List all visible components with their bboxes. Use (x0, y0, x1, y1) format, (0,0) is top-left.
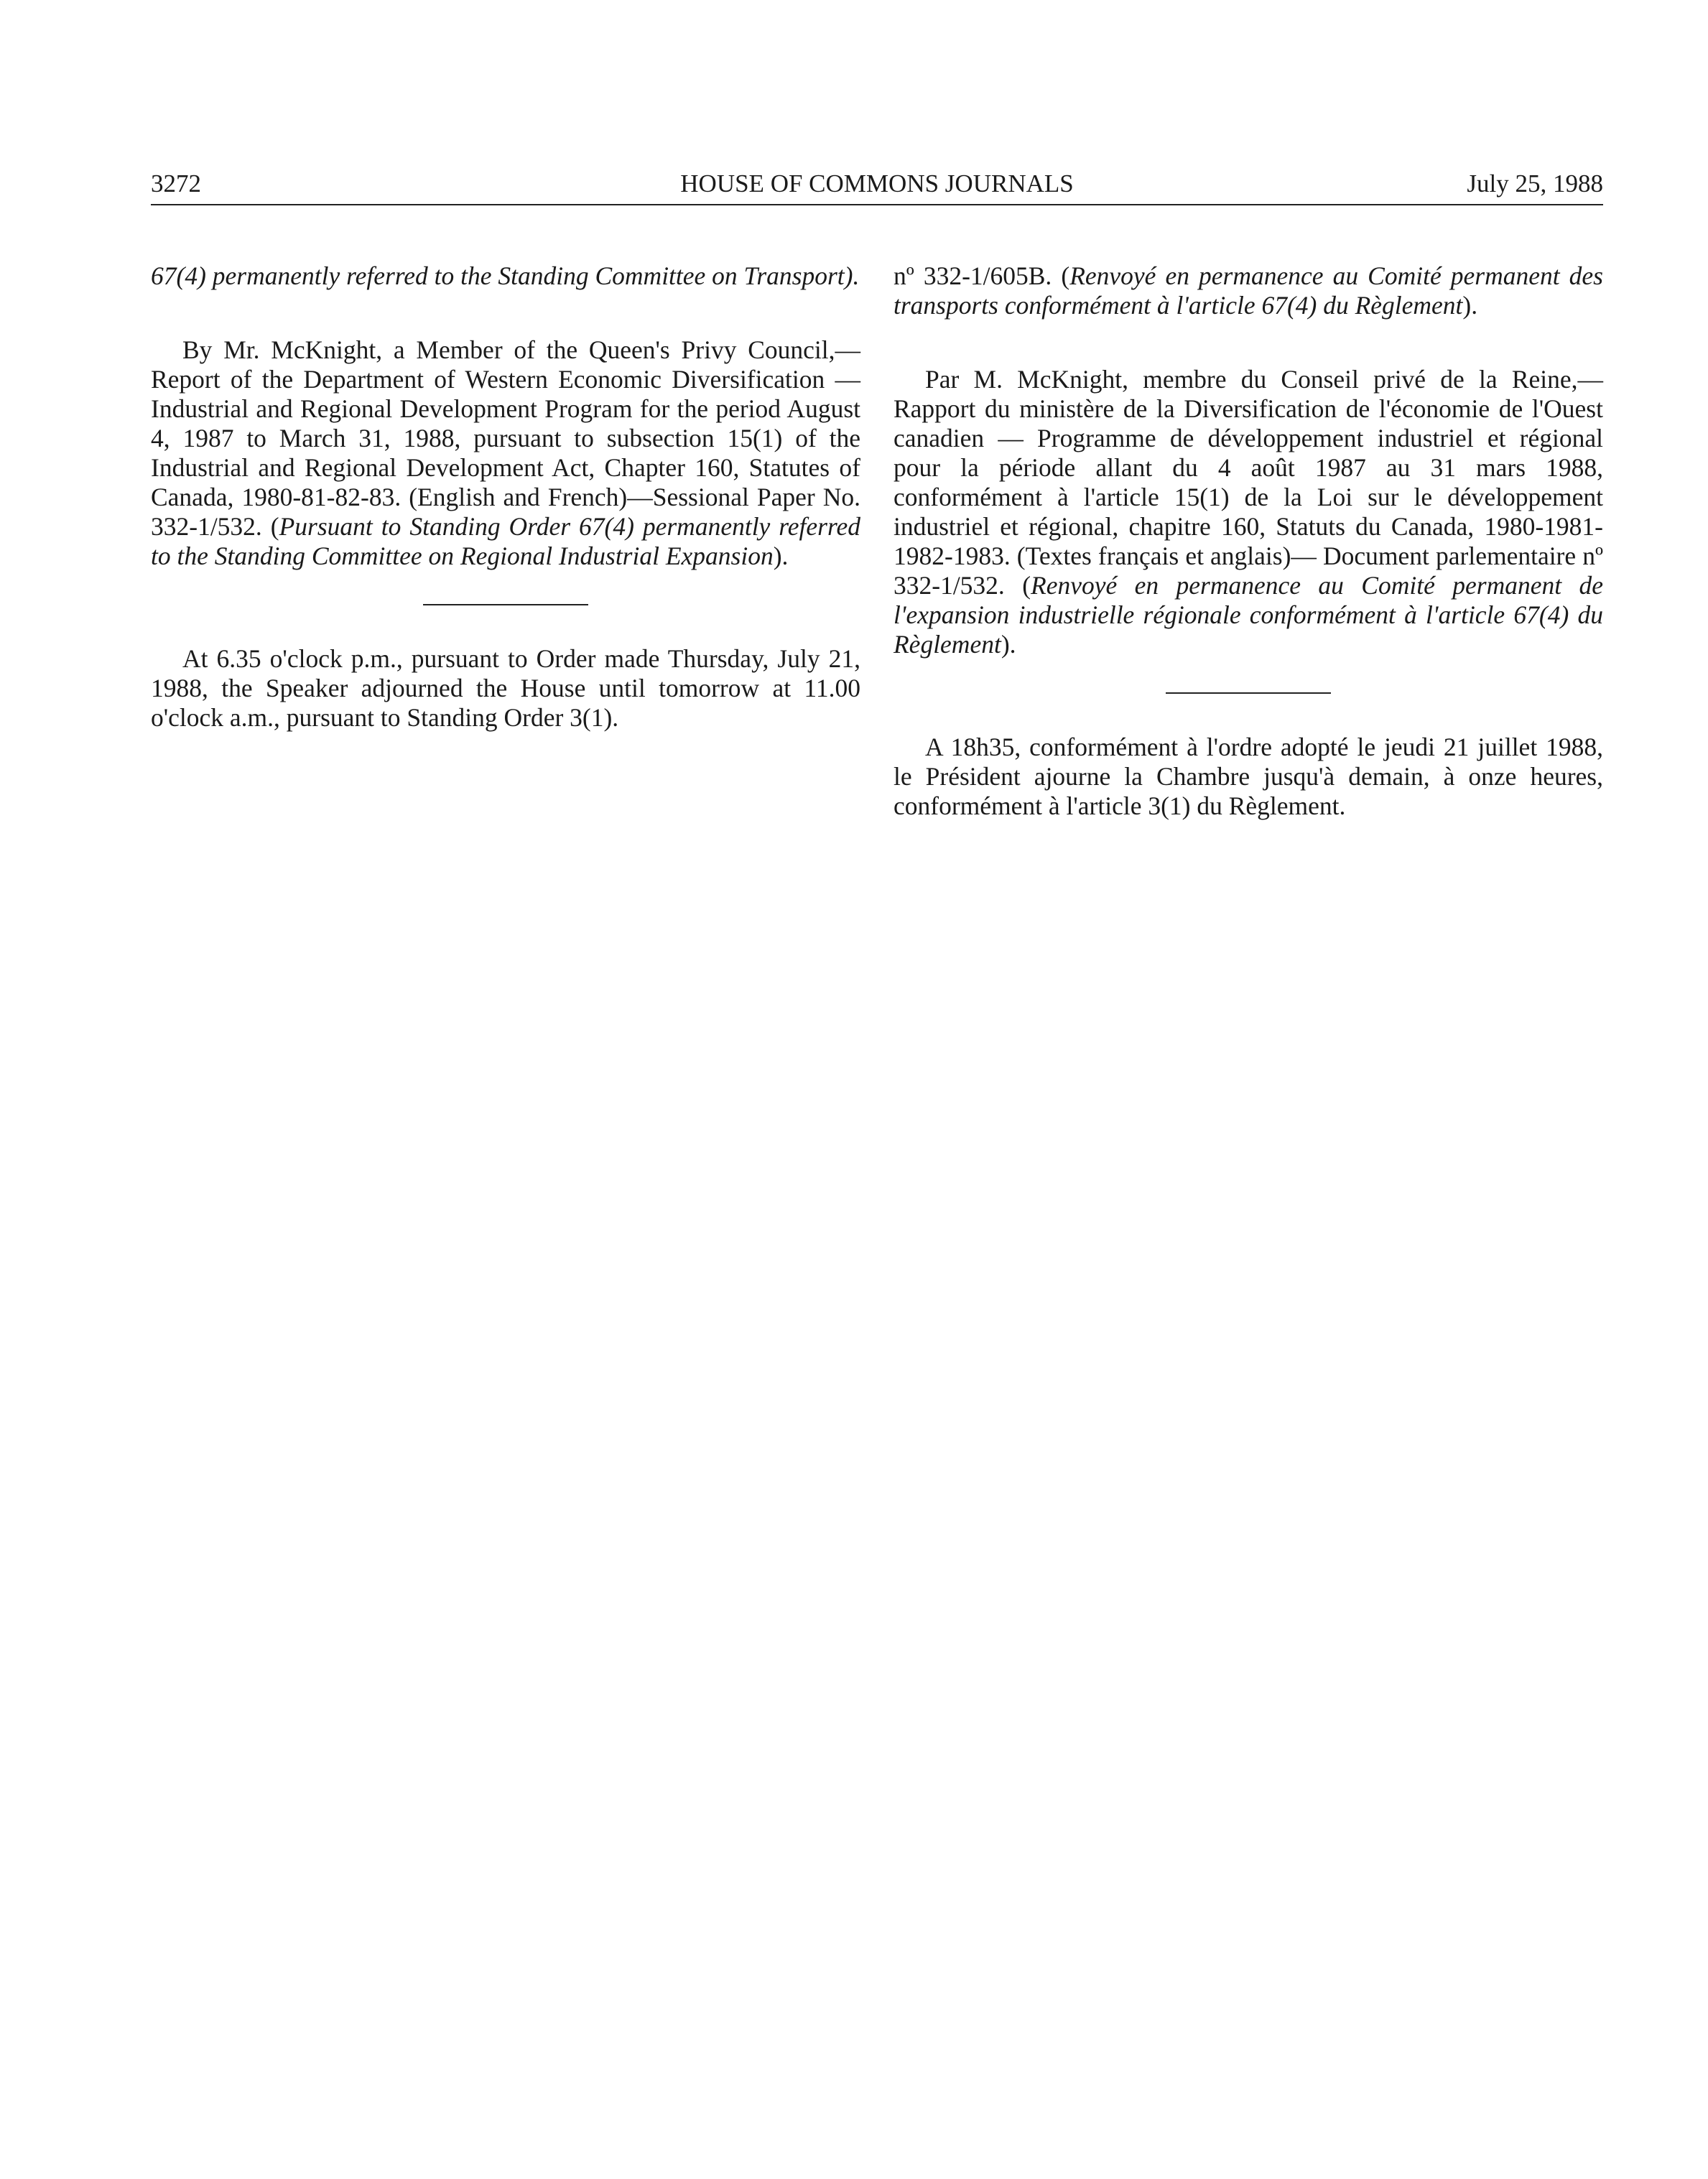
french-report-paragraph: Par M. McKnight, membre du Conseil privé de la Reine,— Rapport du ministère de la Diversification de l'économie de l'Ouest canadien — Programme de développement industriel et régional pour la période allant du 4 août 1987 au 31 mars 1988, conformément à l'article 15(1) de la Loi sur le développement industriel et régional, chapitre 160, Statuts du Canada, 1980-1981-1982-1983. (Textes français et anglais)— Document parlementaire nº 332-1/532. (Renvoyé en permanence au Comité permanent de l'expansion industrielle régionale conformément à l'article 67(4) du Règlement). (894, 365, 1603, 659)
english-adjournment-paragraph (151, 644, 860, 733)
french-paper-number: nº 332-1/605B. ( (894, 261, 1070, 290)
french-report-referral: Renvoyé en permanence au Comité permanent de l'expansion industrielle régionale conformément à l'article 67(4) du Règlement (894, 571, 1603, 659)
english-report-paragraph: By Mr. McKnight, a Member of the Queen's Privy Council,—Report of the Department of Western Economic Diversification — Industrial and Regional Development Program for the period August 4, 1987 to March 31, 1988, pursuant to subsection 15(1) of the Industrial and Regional Development Act, Chapter 160, Statutes of Canada, 1980-81-82-83. (English and French)—Sessional Paper No. 332-1/532. (Pursuant to Standing Order 67(4) permanently referred to the Standing Committee on Regional Industrial Expansion). (151, 335, 860, 570)
french-report-text: Par M. McKnight, membre du Conseil privé de la Reine,— Rapport du ministère de la Diversification de l'économie de l'Ouest canadien — Programme de développement industriel et régional pour la période allant du 4 août 1987 au 31 mars 1988, conformément à l'article 15(1) de la Loi sur le développement industriel et régional, chapitre 160, Statuts du Canada, 1980-1981-1982-1983. (Textes français et anglais)— Document parlementaire nº 332-1/532. ( (894, 365, 1603, 600)
page-date: July 25, 1988 (1467, 169, 1603, 198)
english-column (151, 261, 860, 733)
french-adjournment-paragraph (894, 733, 1603, 821)
french-continuation-referral: Renvoyé en permanence au Comité permanent des transports conformément à l'article 67(4) du Règlement (894, 261, 1603, 320)
english-adjournment-text: At 6.35 o'clock p.m., pursuant to Order made Thursday, July 21, 1988, the Speaker adjourned the House until tomorrow at 11.00 o'clock a.m., pursuant to Standing Order 3(1). (151, 644, 860, 732)
english-continuation-text: 67(4) permanently referred to the Standing Committee on Transport). (151, 261, 860, 290)
french-column (894, 261, 1603, 821)
english-report-text: By Mr. McKnight, a Member of the Queen's Privy Council,—Report of the Department of Western Economic Diversification — Industrial and Regional Development Program for the period August 4, 1987 to March 31, 1988, pursuant to subsection 15(1) of the Industrial and Regional Development Act, Chapter 160, Statutes of Canada, 1980-81-82-83. (English and French)—Sessional Paper No. 332-1/532. ( (151, 335, 860, 541)
french-adjournment-text: A 18h35, conformément à l'ordre adopté le jeudi 21 juillet 1988, le Président ajourne la Chambre jusqu'à demain, à onze heures, conformément à l'article 3(1) du Règlement. (894, 733, 1603, 820)
english-report-referral: Pursuant to Standing Order 67(4) permanently referred to the Standing Committee on Regional Industrial Expansion (151, 512, 860, 570)
page-header (151, 164, 1603, 204)
french-continuation-paragraph: nº 332-1/605B. (Renvoyé en permanence au Comité permanent des transports conformément à l'article 67(4) du Règlement). (894, 261, 1603, 320)
journal-title: HOUSE OF COMMONS JOURNALS (680, 169, 1074, 198)
english-continuation-paragraph (151, 261, 860, 291)
page-number: 3272 (151, 169, 201, 198)
header-rule (151, 204, 1603, 205)
